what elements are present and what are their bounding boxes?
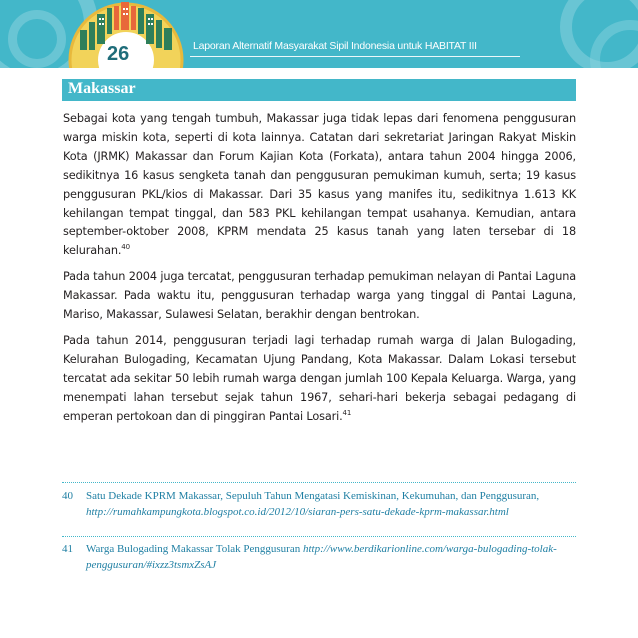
body-text — [63, 110, 576, 434]
paragraph: Sebagai kota yang tengah tumbuh, Makassar juga tidak lepas dari fenomena penggusuran warga miskin kota, seperti di kota lainnya. Catatan dari sekretariat Jaringan Rakyat Miskin Kota (JRMK) Makassar dan Forum Kajian Kota (Forkata), antara tahun 2004 hingga 2006, sedikitnya 16 kasus sengketa tanah dan penggusuran pemukiman kumuh, serta; 19 kasus penggusuran PKL/kios di Makassar. Dari 35 kasus yang manifes itu, sedikitnya 1.613 KK kehilangan tempat tinggal, dan 583 PKL kehilangan tempat usahanya. Kemudian, antara september-oktober 2008, KPRM mendata 25 kasus tanah yang laten tersebar di 18 kelurahan.$^{40}$ — [63, 112, 576, 258]
footnote-text: Satu Dekade KPRM Makassar, Sepuluh Tahun Mengatasi Kemiskinan, Kekumuhan, dan Penggusuran, — [86, 490, 540, 502]
footnote-number: 40 — [62, 490, 73, 502]
footnote — [62, 488, 576, 520]
header-divider — [190, 56, 520, 57]
footnote-text: Warga Bulogading Makassar Tolak Penggusuran — [86, 543, 303, 555]
footnote-link[interactable]: http://www.berdikarionline.com/warga-bulogading-tolak-penggusuran/#ixzz3tsmxZsAJ — [86, 543, 557, 571]
footnote-divider — [62, 482, 576, 483]
paragraph: Pada tahun 2004 juga tercatat, penggusuran terhadap pemukiman nelayan di Pantai Laguna Makassar. Pada waktu itu, penggusuran terhadap warga yang tinggal di Pantai Laguna, Mariso, Makassar, Sulawesi Selatan, berakhir dengan bentrokan. — [63, 270, 576, 322]
footnote-divider — [62, 536, 576, 537]
footnote-number: 41 — [62, 543, 73, 555]
footnote-ref[interactable]: 40 — [121, 243, 130, 252]
footnote-ref[interactable]: 41 — [342, 408, 352, 417]
page-number: 26 — [107, 43, 130, 65]
section-title: Makassar — [68, 80, 136, 97]
running-header-title: Laporan Alternatif Masyarakat Sipil Indonesia untuk HABITAT III — [193, 40, 477, 52]
paragraph: Pada tahun 2014, penggusuran terjadi lagi terhadap rumah warga di Jalan Bulogading, Kelurahan Bulogading, Kecamatan Ujung Pandang, Kota Makassar. Dalam Lokasi tersebut tercatat ada sekitar 50 lebih rumah warga dengan jumlah 100 Kepala Keluarga. Warga, yang menempati lahan tersebut sejak tahun 1967, sehari-hari bekerja sebagai pedagang di emperan pertokoan dan di pinggiran Pantai Losari.$^{41}$ — [63, 333, 576, 423]
footnote-link[interactable]: http://rumahkampungkota.blogspot.co.id/2012/10/siaran-pers-satu-dekade-kprm-makassar.html — [86, 506, 509, 518]
footnote — [62, 541, 576, 573]
page-header — [0, 0, 638, 68]
section-heading-bar — [62, 79, 576, 101]
